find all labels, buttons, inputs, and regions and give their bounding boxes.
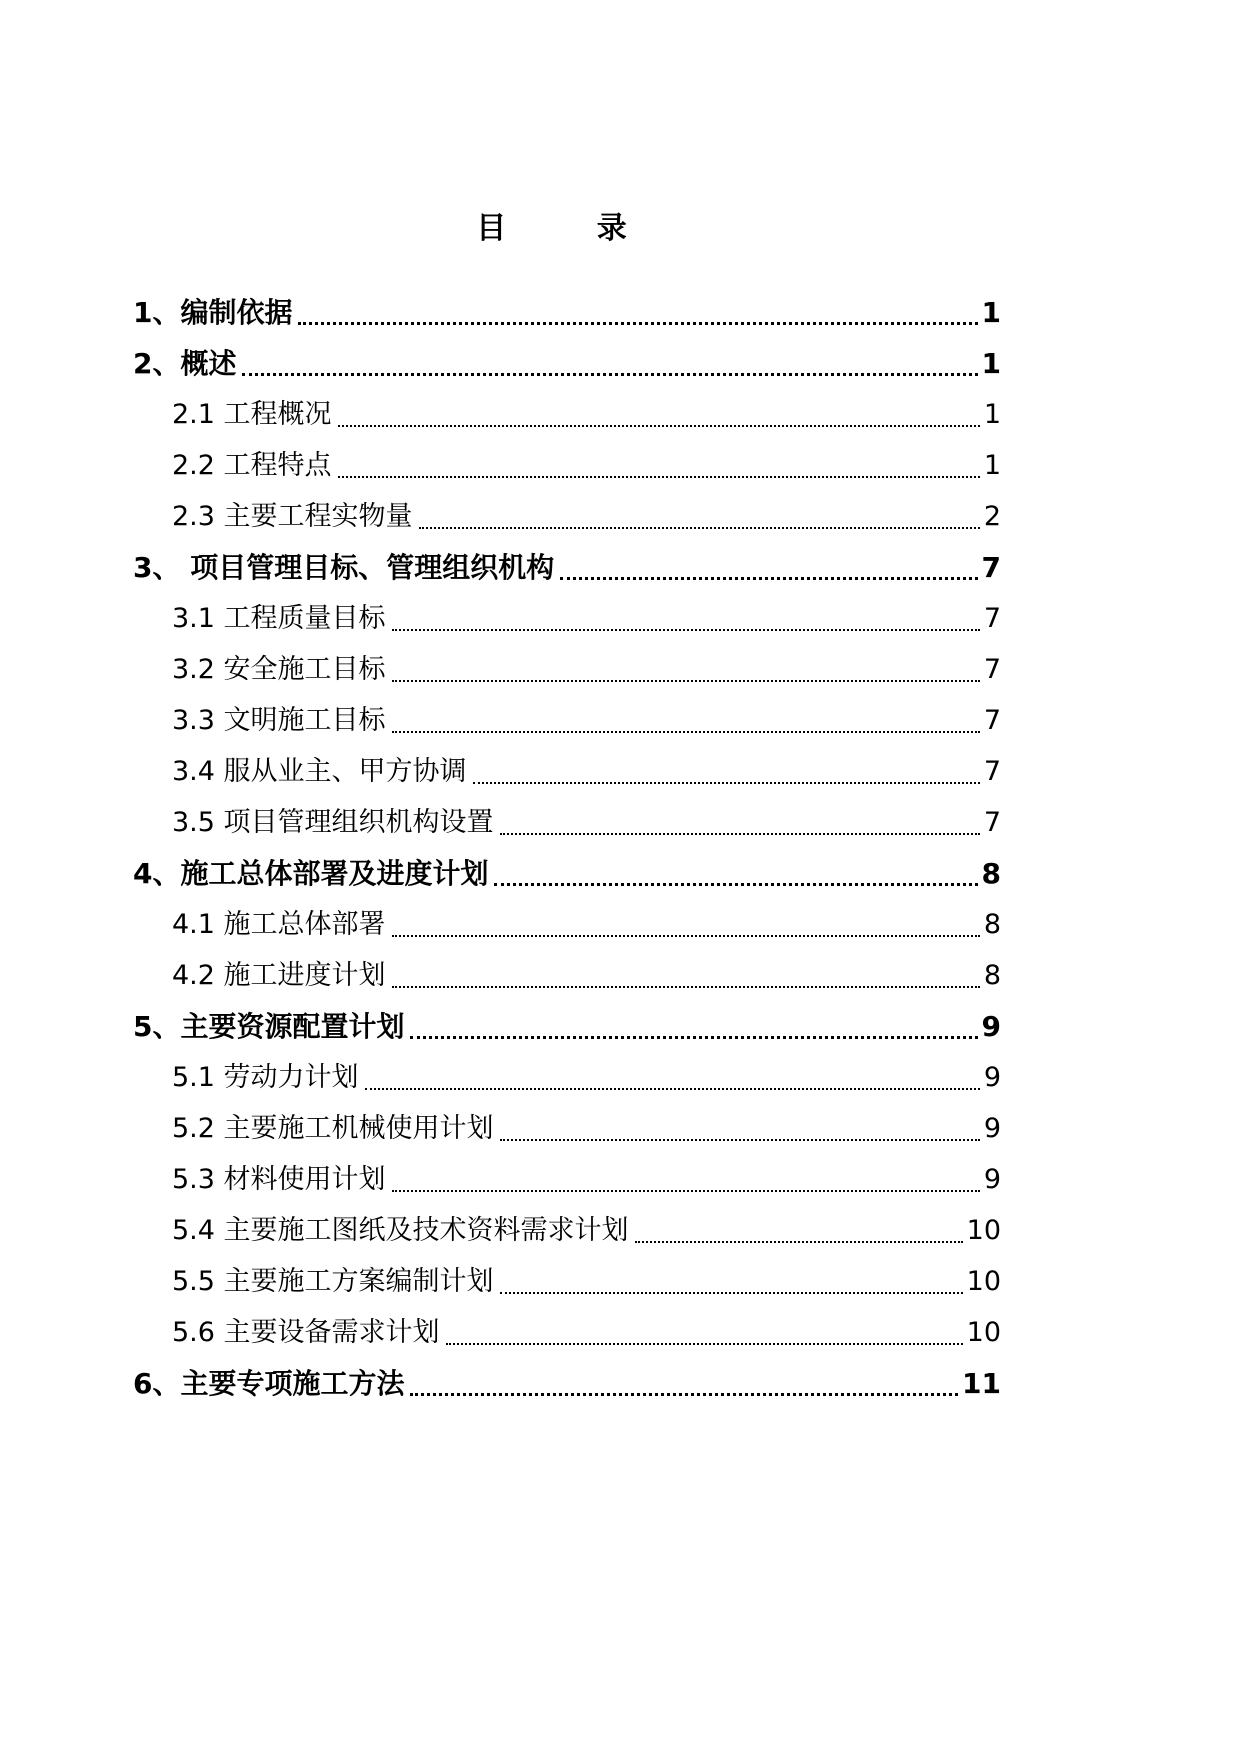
toc-page-number: 7: [983, 603, 1001, 634]
toc-page-number: 1: [981, 296, 1001, 329]
toc-page-number: 9: [983, 1113, 1001, 1144]
toc-entry-text: 4.1 施工总体部署: [172, 909, 386, 940]
toc-page-number: 9: [983, 1164, 1001, 1195]
toc-dot-leader: [494, 883, 977, 886]
toc-page-number: 10: [966, 1215, 1001, 1246]
toc-entry[interactable]: [133, 291, 1001, 335]
toc-entry-text: 2.3 主要工程实物量: [172, 501, 413, 532]
toc-page-number: 2: [983, 501, 1001, 532]
toc-dot-leader: [392, 935, 980, 937]
toc-entry-text: 3.1 工程质量目标: [172, 603, 386, 634]
toc-entry-text: 5.4 主要施工图纸及技术资料需求计划: [172, 1215, 629, 1246]
toc-entry-text: 5、主要资源配置计划: [133, 1010, 405, 1043]
toc-dot-leader: [410, 1393, 958, 1396]
toc-dot-leader: [446, 1343, 963, 1345]
toc-dot-leader: [419, 527, 980, 529]
toc-dot-leader: [560, 577, 977, 580]
toc-dot-leader: [473, 782, 980, 784]
toc-entry[interactable]: [172, 1056, 1001, 1100]
toc-entry[interactable]: [133, 1362, 1001, 1406]
page-title: 目 录: [476, 211, 667, 246]
toc-page-number: 7: [983, 756, 1001, 787]
toc-page-number: 9: [981, 1010, 1001, 1043]
toc-entry-text: 2.2 工程特点: [172, 450, 332, 481]
toc-dot-leader: [500, 1292, 963, 1294]
toc-dot-leader: [392, 1190, 980, 1192]
toc-entry-text: 4、施工总体部署及进度计划: [133, 857, 489, 890]
toc-entry[interactable]: [172, 903, 1001, 947]
toc-dot-leader: [242, 373, 977, 376]
toc-page-number: 1: [983, 450, 1001, 481]
toc-page-number: 8: [983, 909, 1001, 940]
toc-page-number: 10: [966, 1266, 1001, 1297]
toc-entry[interactable]: [133, 342, 1001, 386]
toc-dot-leader: [392, 731, 980, 733]
toc-entry-text: 5.6 主要设备需求计划: [172, 1317, 440, 1348]
toc-entry-text: 3.4 服从业主、甲方协调: [172, 756, 467, 787]
toc-entry[interactable]: [133, 546, 1001, 590]
toc-dot-leader: [635, 1241, 963, 1243]
toc-entry-text: 5.1 劳动力计划: [172, 1062, 359, 1093]
toc-entry[interactable]: [172, 801, 1001, 845]
toc-entry-text: 3、 项目管理目标、管理组织机构: [133, 551, 555, 584]
toc-entry[interactable]: [172, 393, 1001, 437]
toc-entry[interactable]: [172, 1158, 1001, 1202]
toc-page-number: 7: [981, 551, 1001, 584]
toc-entry[interactable]: [172, 750, 1001, 794]
toc-page-number: 9: [983, 1062, 1001, 1093]
toc-dot-leader: [410, 1036, 977, 1039]
toc-entry[interactable]: [133, 1005, 1001, 1049]
toc-entry[interactable]: [172, 699, 1001, 743]
toc-dot-leader: [500, 833, 980, 835]
toc-page-number: 11: [962, 1367, 1001, 1400]
toc-dot-leader: [338, 476, 980, 478]
toc-page-number: 7: [983, 705, 1001, 736]
toc-entry[interactable]: [172, 1311, 1001, 1355]
toc-entry-text: 5.3 材料使用计划: [172, 1164, 386, 1195]
toc-dot-leader: [338, 425, 980, 427]
toc-dot-leader: [392, 680, 980, 682]
toc-entry[interactable]: [172, 597, 1001, 641]
toc-entry-text: 5.2 主要施工机械使用计划: [172, 1113, 494, 1144]
toc-entry[interactable]: [172, 444, 1001, 488]
toc-dot-leader: [500, 1139, 980, 1141]
toc-entry[interactable]: [172, 495, 1001, 539]
toc-entry[interactable]: [172, 1209, 1001, 1253]
toc-page-number: 7: [983, 807, 1001, 838]
toc-entry-text: 4.2 施工进度计划: [172, 960, 386, 991]
toc-entry-text: 5.5 主要施工方案编制计划: [172, 1266, 494, 1297]
toc-entry-text: 1、编制依据: [133, 296, 293, 329]
toc-entry[interactable]: [133, 852, 1001, 896]
toc-entry-text: 6、主要专项施工方法: [133, 1367, 405, 1400]
toc-entry[interactable]: [172, 954, 1001, 998]
toc-entry-text: 3.5 项目管理组织机构设置: [172, 807, 494, 838]
toc-entry[interactable]: [172, 1260, 1001, 1304]
toc-dot-leader: [392, 629, 980, 631]
toc-entry-text: 2.1 工程概况: [172, 399, 332, 430]
toc-page-number: 10: [966, 1317, 1001, 1348]
toc-dot-leader: [365, 1088, 980, 1090]
toc-entry-text: 2、概述: [133, 347, 237, 380]
toc-entry-text: 3.2 安全施工目标: [172, 654, 386, 685]
toc-entry-text: 3.3 文明施工目标: [172, 705, 386, 736]
toc-dot-leader: [392, 986, 980, 988]
toc-dot-leader: [298, 322, 977, 325]
toc-page-number: 8: [983, 960, 1001, 991]
toc-page-number: 7: [983, 654, 1001, 685]
toc-page-number: 8: [981, 857, 1001, 890]
toc-page-number: 1: [983, 399, 1001, 430]
toc-entry[interactable]: [172, 648, 1001, 692]
toc-entry[interactable]: [172, 1107, 1001, 1151]
toc-page-number: 1: [981, 347, 1001, 380]
